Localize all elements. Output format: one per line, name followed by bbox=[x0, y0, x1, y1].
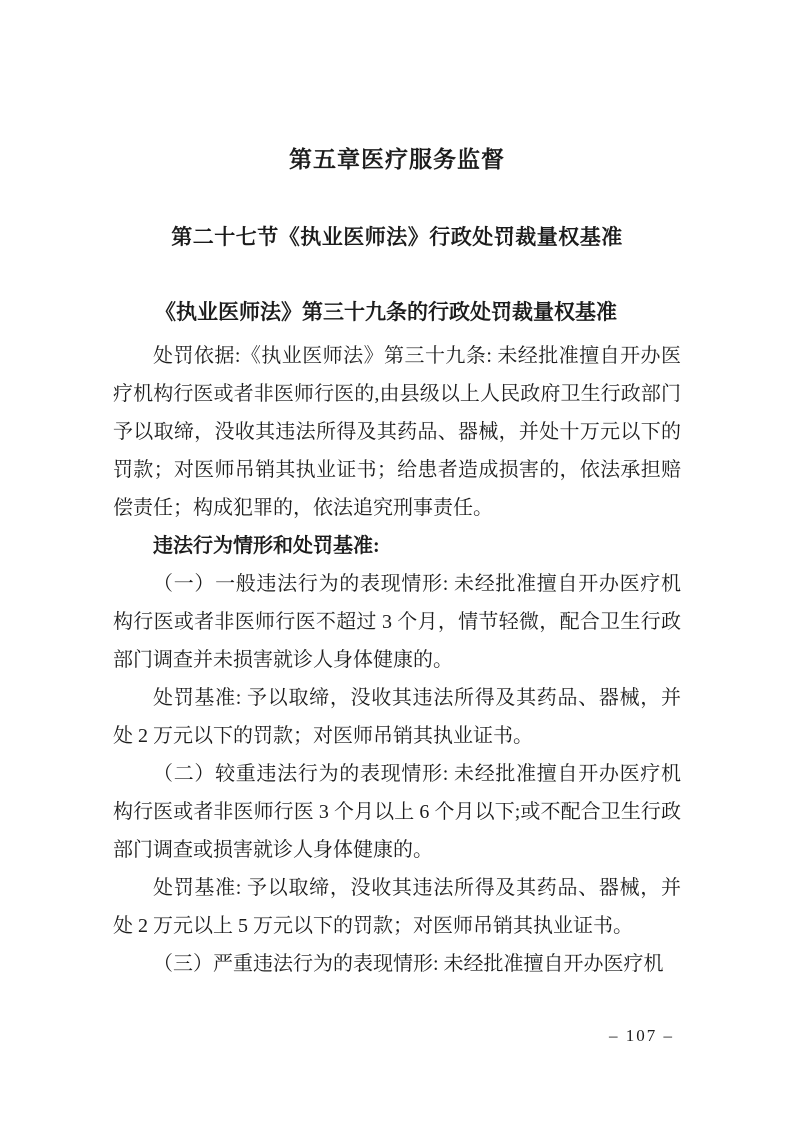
paragraph-penalty-basis: 处罚依据:《执业医师法》第三十九条: 未经批准擅自开办医疗机构行医或者非医师行医的,由县级以上人民政府卫生行政部门予以取缔，没收其违法所得及其药品、器械，并处十万元以下的罚款；对医师吊销其执业证书；给患者造成损害的，依法承担赔偿责任；构成犯罪的，依法追究刑事责任。 bbox=[113, 345, 681, 519]
sub-heading: 《执业医师法》第三十九条的行政处罚裁量权基准 bbox=[155, 300, 617, 324]
paragraph-case-3-situation: （三）严重违法行为的表现情形: 未经批准擅自开办医疗机 bbox=[153, 953, 664, 975]
page-number: – 107 – bbox=[609, 1026, 674, 1045]
paragraph-case-1-penalty: 处罚基准: 予以取缔，没收其违法所得及其药品、器械，并处 2 万元以下的罚款；对医师吊销其执业证书。 bbox=[113, 687, 681, 747]
paragraph-violation-heading: 违法行为情形和处罚基准: bbox=[153, 535, 380, 557]
paragraph-case-2-situation: （二）较重违法行为的表现情形: 未经批准擅自开办医疗机构行医或者非医师行医 3 个月以上 6 个月以下;或不配合卫生行政部门调查或损害就诊人身体健康的。 bbox=[113, 763, 681, 861]
paragraph-case-1-situation: （一）一般违法行为的表现情形: 未经批准擅自开办医疗机构行医或者非医师行医不超过 3 个月，情节轻微，配合卫生行政部门调查并未损害就诊人身体健康的。 bbox=[113, 573, 681, 671]
body-text bbox=[113, 337, 681, 983]
section-title: 第二十七节《执业医师法》行政处罚裁量权基准 bbox=[171, 226, 623, 249]
paragraph-case-2-penalty: 处罚基准: 予以取缔，没收其违法所得及其药品、器械，并处 2 万元以上 5 万元以下的罚款；对医师吊销其执业证书。 bbox=[113, 877, 681, 937]
chapter-title: 第五章医疗服务监督 bbox=[289, 146, 505, 172]
